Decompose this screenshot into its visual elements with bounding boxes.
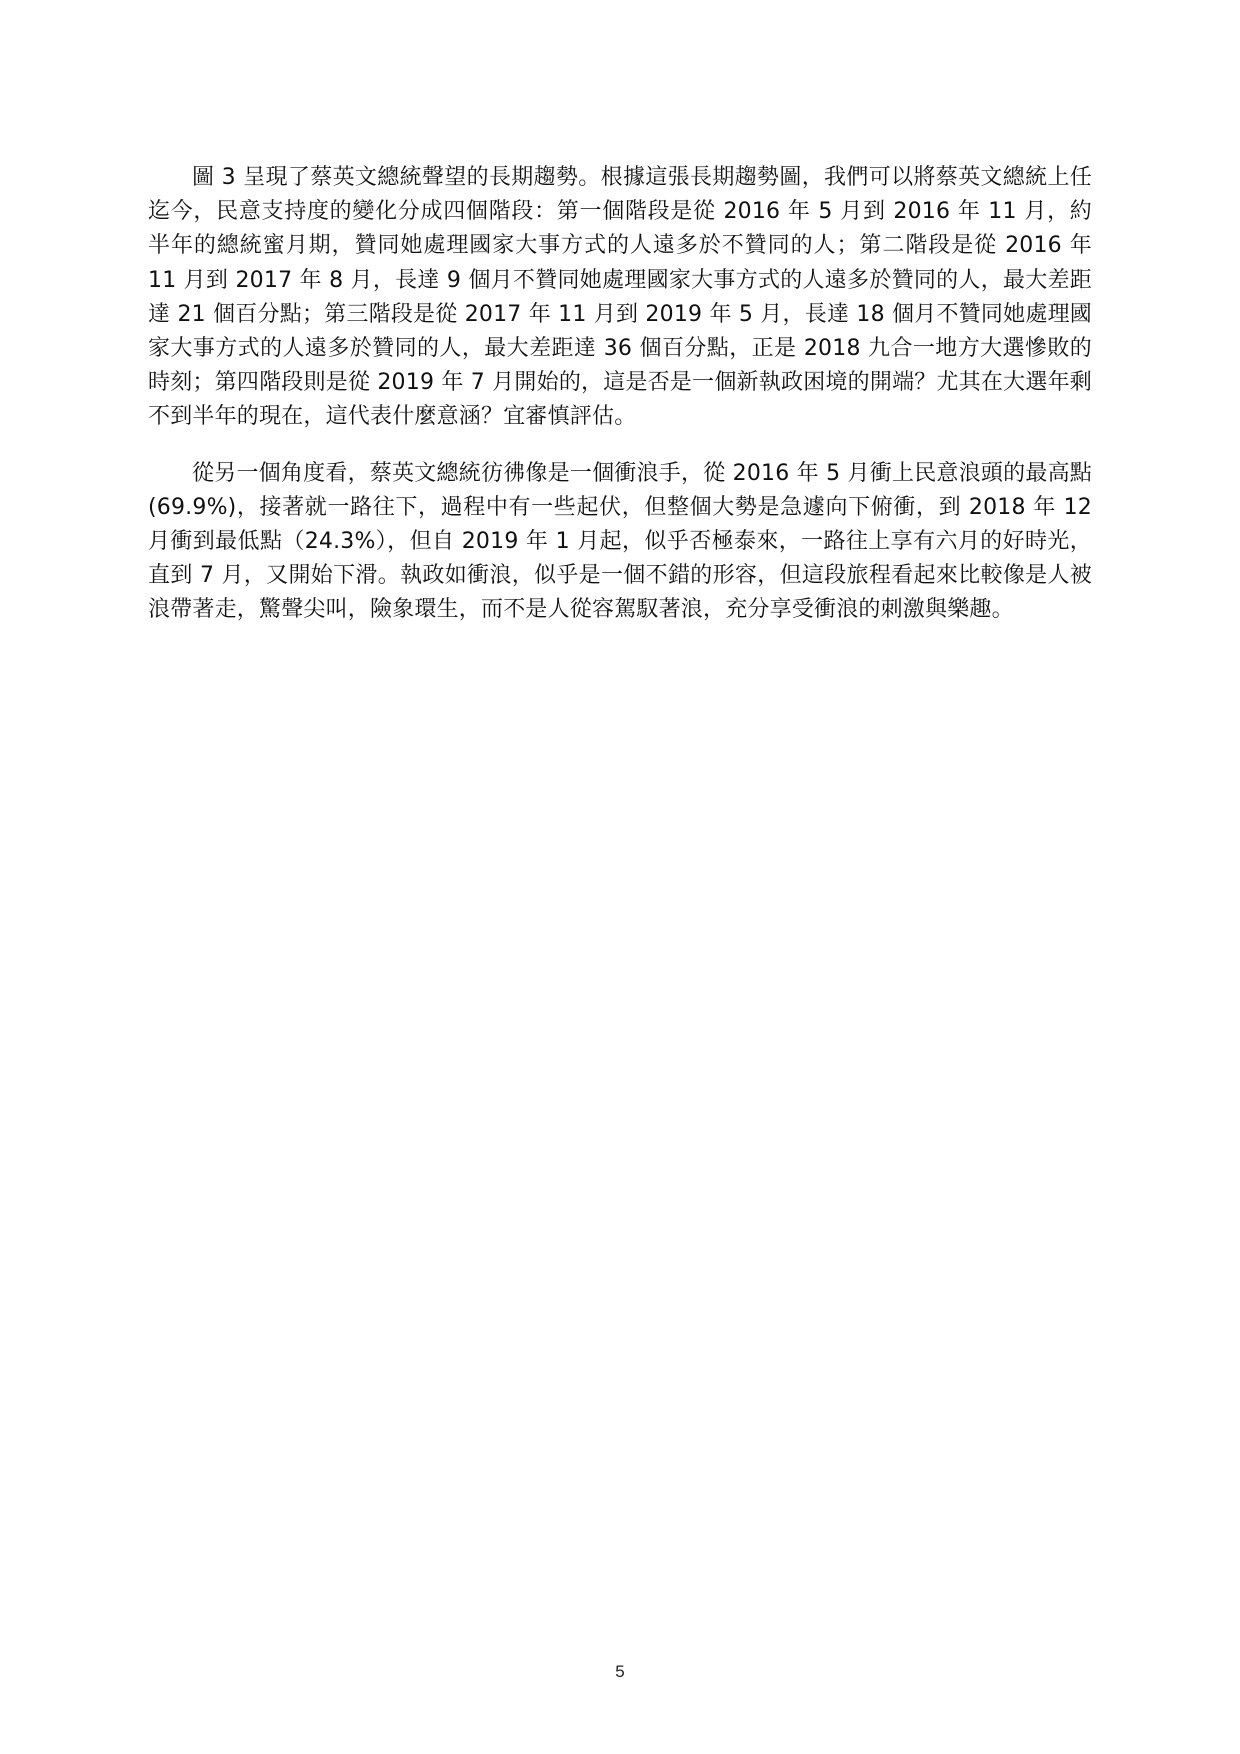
body-text (148, 161, 1092, 650)
paragraph-1: 圖 3 呈現了蔡英文總統聲望的長期趨勢。根據這張長期趨勢圖，我們可以將蔡英文總統上任迄今，民意支持度的變化分成四個階段：第一個階段是從 2016 年 5 月到 2016 年 11 月，約半年的總統蜜月期，贊同她處理國家大事方式的人遠多於不贊同的人；第二階段是從 2016 年 11 月到 2017 年 8 月，長達 9 個月不贊同她處理國家大事方式的人遠多於贊同的人，最大差距達 21 個百分點；第三階段是從 2017 年 11 月到 2019 年 5 月，長達 18 個月不贊同她處理國家大事方式的人遠多於贊同的人，最大差距達 36 個百分點，正是 2018 九合一地方大選慘敗的時刻；第四階段則是從 2019 年 7 月開始的，這是否是一個新執政困境的開端？尤其在大選年剩不到半年的現在，這代表什麼意涵？宜審慎評估。 (148, 165, 1092, 430)
paragraph-2: 從另一個角度看，蔡英文總統彷彿像是一個衝浪手，從 2016 年 5 月衝上民意浪頭的最高點(69.9%)，接著就一路往下，過程中有一些起伏，但整個大勢是急遽向下俯衝，到 2018 年 12 月衝到最低點（24.3%），但自 2019 年 1 月起，似乎否極泰來，一路往上享有六月的好時光，直到 7 月，又開始下滑。執政如衝浪，似乎是一個不錯的形容，但這段旅程看起來比較像是人被浪帶著走，驚聲尖叫，險象環生，而不是人從容駕馭著浪，充分享受衝浪的刺激與樂趣。 (148, 460, 1092, 623)
page-number: 5 (615, 1662, 625, 1681)
